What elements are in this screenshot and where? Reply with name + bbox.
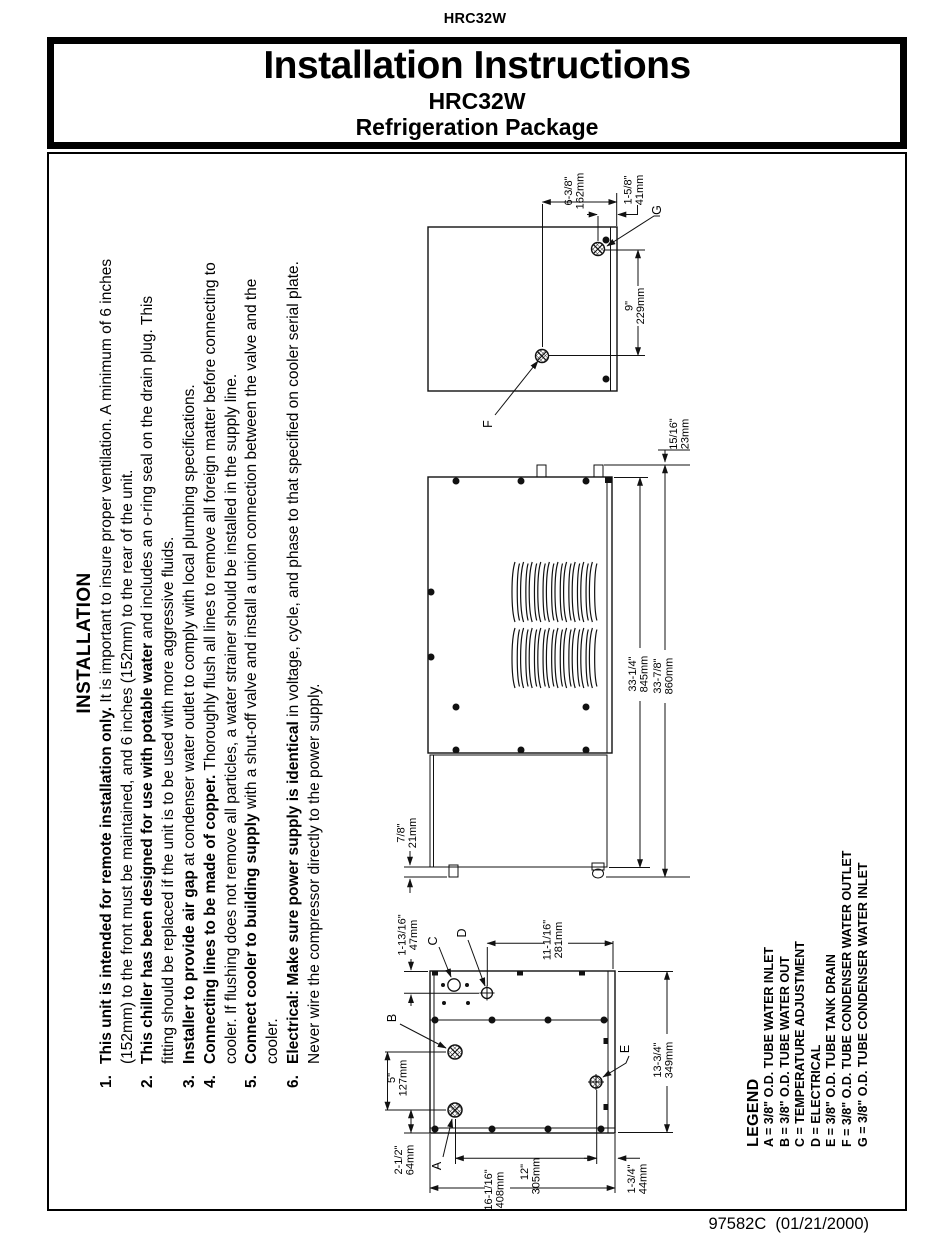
dim-label: 13-3/4" <box>652 1042 664 1078</box>
dim-label: 47mm <box>408 919 420 951</box>
dim-label: 15/16" <box>668 418 680 450</box>
title-model: HRC32W <box>428 87 526 114</box>
dim-label: 9" <box>623 300 636 312</box>
item-line: cooler. <box>264 1018 282 1064</box>
legend-rotated <box>745 847 877 1147</box>
callout-d: D <box>455 928 469 938</box>
fitting-d-symbol <box>480 986 495 1001</box>
numbered-item <box>97 198 139 1088</box>
side-view-drawing <box>396 418 692 893</box>
item-line: Installer to provide air gap at condenser water outlet to comply with local plumbing specifications. <box>180 384 198 1064</box>
fitting-g-symbol <box>592 243 605 256</box>
fitting-e-symbol <box>588 1074 604 1090</box>
dim-label: 127mm <box>397 1059 410 1097</box>
installation-heading: INSTALLATION <box>74 572 95 714</box>
dim-label: 1-5/8" <box>622 175 635 205</box>
page-title: Installation Instructions <box>263 44 691 87</box>
item-line: cooler. If flushing does not remove all particles, a water strainer should be installed in the supply line. <box>222 373 240 1064</box>
item-number: 3. <box>180 1075 198 1088</box>
dim-label: 33-7/8" <box>652 658 664 694</box>
legend-lines <box>762 847 871 1147</box>
doc-model-header: HRC32W <box>443 11 507 27</box>
callout-g: G <box>650 205 664 215</box>
fitting-b-symbol <box>448 1045 462 1059</box>
drain-fitting <box>592 863 604 878</box>
legend-entry: E = 3/8" O.D. TUBE TANK DRAIN <box>824 954 839 1147</box>
callout-e: E <box>618 1044 632 1054</box>
dim-label: 33-1/4" <box>627 656 639 692</box>
dim-label: 7/8" <box>395 823 408 843</box>
dim-label: 1-3/4" <box>626 1164 638 1194</box>
dim-label: 23mm <box>679 418 692 450</box>
item-line: Connecting lines to be made of copper. Thoroughly flush all lines to remove all foreign matter before connecting to <box>201 262 219 1064</box>
item-line: Connect cooler to building supply with a shut-off valve and install a union connection between the valve and the <box>243 278 261 1064</box>
legend-entry: G = 3/8" O.D. TUBE CONDENSER WATER INLET <box>855 862 870 1147</box>
fitting-c-symbol <box>448 979 460 991</box>
legend-title: LEGEND <box>745 1078 762 1147</box>
dim-label: 5" <box>386 1072 398 1084</box>
item-number: 5. <box>243 1075 261 1088</box>
dim-label: 229mm <box>635 287 647 325</box>
item-number: 4. <box>201 1075 219 1088</box>
title-subtitle: Refrigeration Package <box>355 113 599 140</box>
vent-louvers-lower <box>512 628 597 688</box>
numbered-item <box>284 198 326 1088</box>
dim-label: 16-1/16" <box>483 1169 495 1211</box>
numbered-item <box>180 198 201 1088</box>
rear-view-drawing <box>385 914 679 1210</box>
item-number: 2. <box>139 1075 157 1088</box>
dim-label: 1-13/16" <box>396 914 409 956</box>
dim-label: 21mm <box>407 817 419 849</box>
item-line: Never wire the compressor directly to the power supply. <box>305 683 323 1064</box>
installation-instructions-rotated <box>75 198 325 1088</box>
fitting-a-symbol <box>448 1103 462 1117</box>
numbered-instruction-list <box>97 198 326 1088</box>
item-number: 6. <box>284 1075 302 1088</box>
item-line: fitting should be replaced if the unit is to be used with more aggressive fluids. <box>160 536 178 1064</box>
fitting-f-symbol <box>536 350 549 363</box>
dim-label: 305mm <box>530 1157 543 1195</box>
title-box <box>47 37 907 149</box>
item-number: 1. <box>97 1075 115 1088</box>
dim-label: 281mm <box>553 921 565 959</box>
legend-entry: B = 3/8" O.D. TUBE WATER OUT <box>777 956 792 1147</box>
item-line: This unit is intended for remote installation only. It is important to insure proper ventilation. A minimum of 6 inches <box>97 258 115 1064</box>
legend-entry: A = 3/8" O.D. TUBE WATER INLET <box>762 946 776 1147</box>
top-view-drawing <box>428 173 664 428</box>
item-line: Electrical: Make sure power supply is identical in voltage, cycle, and phase to that specified on cooler serial plate. <box>284 261 302 1064</box>
legend-entry: C = TEMPERATURE ADJUSTMENT <box>793 941 808 1147</box>
numbered-item <box>201 198 243 1088</box>
vent-louvers-upper <box>512 562 597 622</box>
callout-f: F <box>481 420 495 428</box>
item-line: This chiller has been designed for use with potable water and includes an o-ring seal on the drain plug. This <box>139 295 157 1064</box>
numbered-item <box>138 198 180 1088</box>
callout-c: C <box>426 936 440 946</box>
dim-label: 162mm <box>574 172 587 210</box>
numbered-item <box>242 198 284 1088</box>
legend-entry: D = ELECTRICAL <box>808 1044 823 1147</box>
dim-label: 44mm <box>637 1163 650 1195</box>
dim-label: 11-1/16" <box>541 919 554 961</box>
dim-label: 2-1/2" <box>393 1145 405 1175</box>
legend-entry: F = 3/8" O.D. TUBE CONDENSER WATER OUTLET <box>839 850 854 1147</box>
dim-label: 860mm <box>663 657 676 695</box>
item-line: (152mm) to the front must be maintained, and 6 inches (152mm) to the rear of the unit. <box>118 469 136 1064</box>
dim-label: 845mm <box>638 655 651 693</box>
dim-label: 408mm <box>494 1171 507 1209</box>
callout-a: A <box>430 1161 444 1171</box>
dim-label: 6-3/8" <box>563 176 575 206</box>
dim-label: 41mm <box>634 174 646 206</box>
dim-label: 349mm <box>663 1041 676 1079</box>
dim-label: 12" <box>519 1163 531 1181</box>
dim-label: 64mm <box>404 1144 417 1176</box>
document-code: 97582C (01/21/2000) <box>708 1215 869 1233</box>
callout-b: B <box>385 1013 399 1023</box>
